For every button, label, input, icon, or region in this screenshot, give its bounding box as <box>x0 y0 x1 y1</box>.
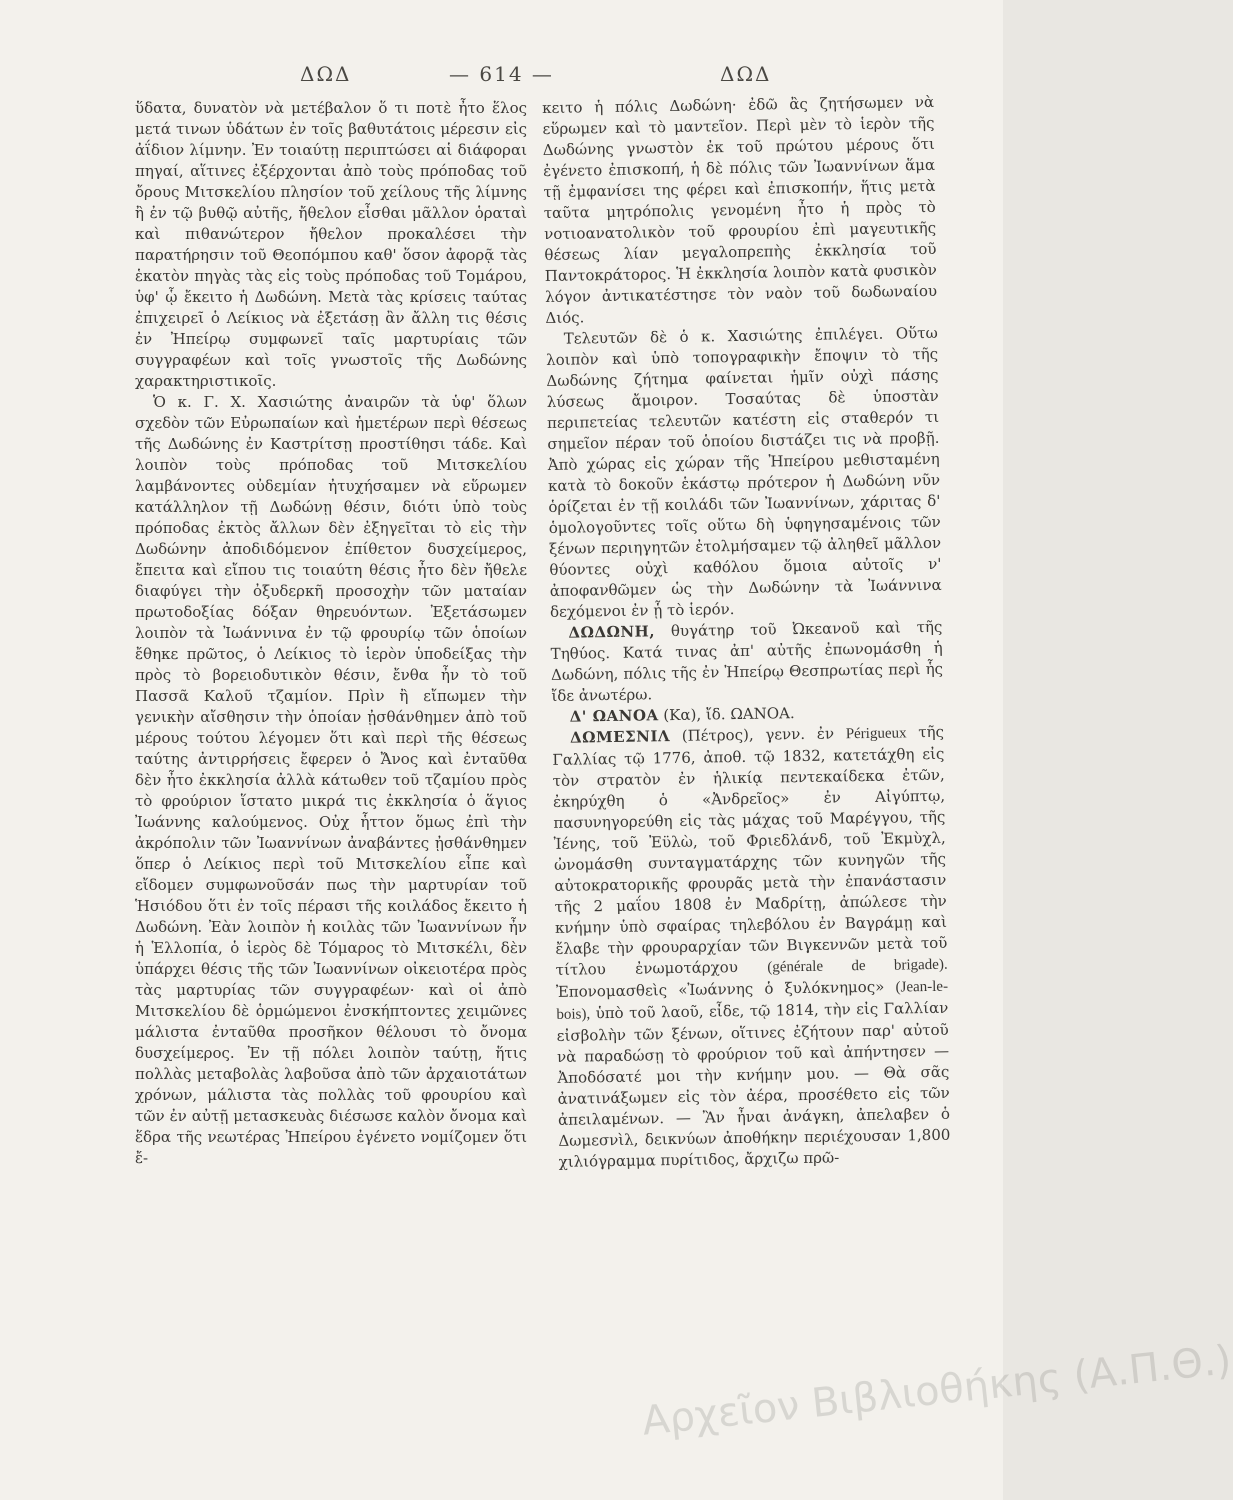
entry-domesnil-french-nickname: (Jean-le-bois), <box>556 978 949 1023</box>
header-right-keyword: ΔΩΔ <box>720 62 772 86</box>
page-number: — 614 — <box>449 62 554 86</box>
entry-danoa-text: (Κα), ἴδ. ΩΑΝΟΑ. <box>663 704 795 725</box>
left-paragraph-chasiotis: Ὁ κ. Γ. Χ. Χασιώτης ἀναιρῶν τὰ ὑφ' ὅλων σχεδὸν τῶν Εὐρωπαίων καὶ ἡμετέρων περὶ θέσεως τῆς Δωδώνης ἐν Καστρίτσῃ προστίθησι τάδε. Καὶ λοιπὸν τοὺς πρόποδας τοῦ Μιτσκελίου λαμβάνοντες οὐδεμίαν ἠτυχήσαμεν νὰ εὕρωμεν κατάλληλον τῇ Δωδώνῃ θέσιν, διότι ὑπὸ τοὺς πρόποδας ἐκτὸς ἄλλων δὲν ἐξηγεῖται τὸ εἰς τὴν Δωδώνην ἀποδιδόμενον ἐπίθετον δυσχείμερος, ἔπειτα καὶ εἴπου τις τοιαύτη θέσις ἦτο δὲν ἤθελε διαφύγει τὴν ὀξυδερκῆ προσοχὴν τῶν ματαίαν πρωτοδοξίας δόξαν θηρευόντων. Ἐξετάσωμεν λοιπὸν τὰ Ἰωάννινα ἐν τῷ φρουρίῳ τῶν ὁποίων ἔθηκε πρῶτος, ὁ Λείκιος τὸ ἱερὸν ὑποδείξας τὴν πρὸς τὸ βορειοδυτικὸν θέσιν, ἔνθα ἦν τὸ τοῦ Πασσᾶ Καλοῦ τζαμίον. Πρὶν ἢ εἴπωμεν τὴν γενικὴν αἴσθησιν τὴν ὁποίαν ᾐσθάνθημεν ἀπὸ τοῦ μέρους τούτου λέγομεν ὅτι καὶ περὶ τῆς θέσεως ταύτης ἀντιρρήσεις ἔφερεν ὁ Ἄνος καὶ ἐνταῦθα δὲν ἦτο ἐκκλησία ἀλλὰ κάτωθεν τοῦ τζαμίου πρὸς τὸ φρούριον ἵστατο μικρά τις ἐκκλησία ὁ ἅγιος Ἰωάννης καλούμενος. Οὐχ ἧττον ὅμως ἐπὶ τὴν ἀκρόπολιν τῶν Ἰωαννίνων ἀναβάντες ᾐσθάνθημεν ὅπερ ὁ Λείκιος περὶ τοῦ Μιτσκελίου εἶπε καὶ εἴδομεν συμφωνοῦσάν πως τὴν μαρτυρίαν τοῦ Ἡσιόδου ὅτι ἐν τοῖς πέρασι τῆς κοιλάδος ἔκειτο ἡ Δωδώνη. Ἐὰν λοιπὸν ἡ κοιλὰς τῶν Ἰωαννίνων ἦν ἡ Ἑλλοπία, ὁ ἱερὸς δὲ Τόμαρος τὸ Μιτσκέλι, δὲν ὑπάρχει θέσις τῆς τῶν Ἰωαννίνων οἰκειοτέρα πρὸς τὰς μαρτυρίας τῶν συγγραφέων· καὶ οἱ ἀπὸ Μιτσκελίου δὲ ὁρμώμενοι ἐνσκήπτοντες χειμῶνες μάλιστα ἐνταῦθα προσῆκον θέλουσι τὸ ὄνομα δυσχείμερος. Ἐν τῇ πόλει λοιπὸν ταύτῃ, ἥτις πολλὰς μεταβολὰς λαβοῦσα ἀπὸ τῶν ἀρχαιοτάτων χρόνων, μάλιστα τὰς πολλὰς τοῦ φρουρίου καὶ τῶν ἐν αὐτῇ μετασκευὰς διέσωσε καλὸν ὄνομα καὶ ἕδρα τῆς νεωτέρας Ἠπείρου ἐγένετο νομίζομεν ὅτι ἔ- <box>135 393 527 1167</box>
header-left-keyword: ΔΩΔ <box>300 62 352 86</box>
right-paragraph-continuation: κειτο ἡ πόλις Δωδώνη· ἐδῶ ἂς ζητήσωμεν νὰ εὕρωμεν καὶ τὸ μαντεῖον. Περὶ μὲν τὸ ἱερὸν τῆς Δωδώνης γνωστὸν ἐκ τοῦ πρώτου μέρους ὅτι ἐγένετο ἐπισκοπή, ἡ δὲ πόλις τῶν Ἰωαννίνων ἅμα τῇ ἐμφανίσει της φέρει καὶ ἐπισκοπήν, ἥτις μετὰ ταῦτα μητρόπολις γενομένη ἦτο ἡ πρὸς τὸ νοτιοανατολικὸν τοῦ φρουρίου ἐπὶ μαγευτικῆς θέσεως λίαν μεγαλοπρεπὴς ἐκκλησία τοῦ Παντοκράτορος. Ἡ ἐκκλησία λοιπὸν κατὰ φυσικὸν λόγον ἀντικατέστησε τὸν ναὸν τοῦ δωδωναίου Διός. <box>542 92 938 327</box>
entry-danoa-headword: Δ' ΩΑΝΟΑ <box>569 706 659 726</box>
left-paragraph-continuation: ὕδατα, δυνατὸν νὰ μετέβαλον ὅ τι ποτὲ ἦτο ἕλος μετά τινων ὑδάτων ἐν τοῖς βαθυτάτοις μέρεσιν εἰς ἀΐδιον λίμνην. Ἐν τοιαύτῃ περιπτώσει αἱ διάφοραι πηγαί, αἵτινες ἐξέρχονται ἀπὸ τοὺς πρόποδας τοῦ ὄρους Μιτσκελίου πλησίον τοῦ χείλους τῆς λίμνης ἢ ἐν τῷ βυθῷ αὐτῆς, ἤθελον εἶσθαι μᾶλλον ὁραταὶ καὶ πιθανώτερον ἤθελον προκαλέσει τὴν παρατήρησιν τοῦ Θεοπόμπου καθ' ὅσον ἀφορᾷ τὰς ἑκατὸν πηγὰς τὰς εἰς τοὺς πρόποδας τοῦ Τομάρου, ὑφ' ᾧ ἔκειτο ἡ Δωδώνη. Μετὰ τὰς κρίσεις ταύτας ἐπιχειρεῖ ὁ Λείκιος νὰ ἐξετάσῃ ἂν ἄλλη τις θέσις ἐν Ἠπείρῳ συμφωνεῖ ταῖς μαρτυρίαις τῶν συγγραφέων καὶ τοῖς γνωστοῖς τῆς Δωδώνης χαρακτηριστικοῖς. <box>135 99 527 390</box>
entry-domesnil-text-1: (Πέτρος), γενν. ἐν <box>681 724 835 745</box>
entry-domesnil-text-2: τῆς Γαλλίας τῷ 1776, ἀποθ. τῷ 1832, κατετάχθη εἰς τὸν στρατὸν ἐν ἡλικίᾳ πεντεκαίδεκα ἐτῶν, ἐκηρύχθη ὁ «Ἀνδρεῖος» ἐν Αἰγύπτῳ, πασυνηγορεύθη εἰς τὰς μάχας τοῦ Μαρέγγου, τῆς Ἰένης, τοῦ Ἐϋλὼ, τοῦ Φριεδλάνδ, τοῦ Ἐκμὺχλ, ὠνομάσθη συνταγματάρχης τῶν κυνηγῶν τῆς αὐτοκρατορικῆς φρουρᾶς μετὰ τὴν ἐπανάστασιν τῆς 2 μαΐου 1808 ἐν Μαδρίτῃ, ἀπώλεσε τὴν κνήμην ὑπὸ σφαίρας τηλεβόλου ἐν Βαγράμῃ καὶ ἔλαβε τὴν φρουραρχίαν τῶν Βιγκεννῶν μετὰ τοῦ τίτλου ἐνωμοτάρχου <box>552 722 948 979</box>
entry-domesnil-text-4: ὑπὸ τοῦ λαοῦ, εἶδε, τῷ 1814, τὴν εἰς Γαλλίαν εἰσβολὴν τῶν ξένων, οἵτινες ἐζήτουν παρ' αὐτοῦ νὰ παραδώσῃ τὸ φρούριον τοῦ καὶ ἀπήντησεν — Ἀποδόσατέ μοι τὴν κνήμην μου. — Θὰ σᾶς ἀνατινάξωμεν εἰς τὸν ἀέρα, προσέθετο εἰς τῶν ἀπειλαμένων. — Ἂν ἦναι ἀνάγκη, ἀπελαβεν ὁ Δωμεσνὶλ, δεικνύων ἀποθήκην περιέχουσαν 1,800 χιλιόγραμμα πυρίτιδος, ἄρχιζω πρῶ- <box>556 998 951 1171</box>
left-column <box>135 98 527 1169</box>
entry-domesnil-place: Périgueux <box>845 725 907 743</box>
entry-dodone <box>550 617 943 707</box>
entry-domesnil-headword: ΔΩΜΕΣΝΙΛ <box>569 727 671 747</box>
entry-dodone-headword: ΔΩΔΩΝΗ, <box>568 622 656 642</box>
right-column <box>542 92 951 1173</box>
right-paragraph-conclusion: Τελευτῶν δὲ ὁ κ. Χασιώτης ἐπιλέγει. Οὕτω λοιπὸν καὶ ὑπὸ τοπογραφικὴν ἔποψιν τὸ τῆς Δωδώνης ζήτημα φαίνεται ἡμῖν οὐχὶ πάσης λύσεως ἄμοιρον. Τοσαύτας δὲ ὑποστὰν περιπετείας τελευτῶν κατέστη εἰς σταθερόν τι σημεῖον πέραν τοῦ ὁποίου διστάζει τις νὰ προβῇ. Ἀπὸ χώρας εἰς χώραν τῆς Ἠπείρου μεθισταμένη κατὰ τὸ δοκοῦν ἑκάστῳ πρότερον ἡ Δωδώνη νῦν ὁρίζεται ἐν τῇ κοιλάδι τῶν Ἰωαννίνων, χάριτας δ' ὁμολογοῦντες τοῖς οὕτω δὴ ὑφηγησαμένοις τῶν ξένων περιηγητῶν ἐτολμήσαμεν τῷ ἀληθεῖ μᾶλλον θύοντες οὐχὶ καθόλου ὅμοια αὐτοῖς ν' ἀποφανθῶμεν ὡς τὴν Δωδώνην τὰ Ἰωάννινα δεχόμενοι ἐν ᾗ τὸ ἱερόν. <box>545 323 942 621</box>
entry-domesnil-french-rank: (générale de brigade). <box>767 956 948 976</box>
running-head <box>0 62 1003 92</box>
entry-domesnil <box>552 722 951 1173</box>
entry-dodone-text: θυγάτηρ τοῦ Ὠκεανοῦ καὶ τῆς Τηθύος. Κατά τινας ἀπ' αὐτῆς ἐπωνομάσθη ἡ Δωδώνη, πόλις τῆς ἐν Ἠπείρῳ Θεσπρωτίας περὶ ἧς ἴδε ἀνωτέρω. <box>550 617 944 705</box>
library-watermark: Αρχεῖον Βιβλιοθήκης (Α.Π.Θ.) <box>639 1337 1233 1445</box>
entry-domesnil-text-3: Ἐπονομασθεὶς «Ἰωάννης ὁ ξυλόκνημος» <box>555 977 885 1001</box>
